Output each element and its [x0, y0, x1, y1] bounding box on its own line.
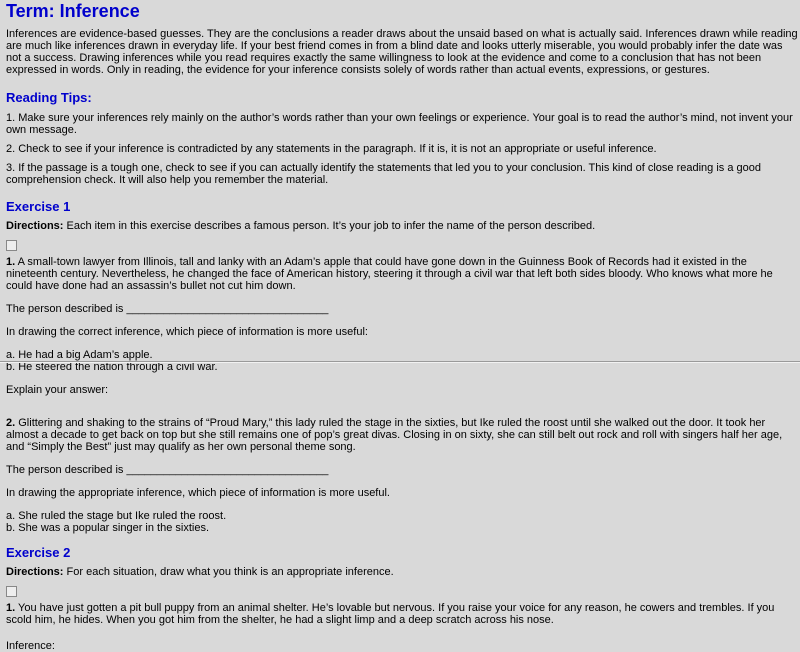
question-text: A small-town lawyer from Illinois, tall and lanky with an Adam’s apple that could have gone down in the Guinness Book of Records had it existed in the nineteenth century. Nevertheless, he changed the face of American history, steering it through a civil war that left both sides bloody. Who knows what more he could have done had an assassin’s bullet not cut him down.: [6, 256, 773, 292]
ex1-q1-prompt: In drawing the correct inference, which piece of information is more useful:: [6, 326, 368, 338]
ex2-q1-inference-label: Inference:: [6, 640, 55, 652]
intro-paragraph: Inferences are evidence-based guesses. They are the conclusions a reader draws about the unsaid based on what is actually said. Inferences drawn while reading are much like inferences drawn in everyday life. If your best friend comes in from a blind date and looks utterly miserable, you would probably infer the date was not a success. Drawing inferences while you read requires exactly the same willingness to look at the evidence and come to a conclusion that has not been expressed in words. Only in reading, the evidence for your inference consists solely of words rather than actual events, expressions, or gestures.: [6, 28, 798, 76]
directions-label: Directions:: [6, 566, 64, 578]
tip-2: 2. Check to see if your inference is contradicted by any statements in the paragraph. If it is, it is not an appropriate or useful inference.: [6, 143, 657, 155]
question-number: 1.: [6, 602, 16, 614]
ex2-question-1: [6, 602, 798, 626]
question-text: You have just gotten a pit bull puppy from an animal shelter. He’s lovable but nervous. If you raise your voice for any reason, he cowers and trembles. If you scold him, he hides. When you got him from the shelter, he had a slight limp and a deep scratch across his nose.: [6, 602, 775, 626]
question-number: 1.: [6, 256, 16, 268]
question-number: 2.: [6, 417, 16, 429]
exercise-1-heading: Exercise 1: [6, 199, 71, 214]
reading-tips-heading: Reading Tips:: [6, 90, 92, 105]
image-placeholder-checkbox[interactable]: [6, 586, 17, 597]
ex1-q1-option-b: b. He steered the nation through a civil war.: [6, 361, 218, 373]
page-title: Term: Inference: [6, 1, 140, 21]
ex1-question-1: [6, 256, 798, 292]
directions-text: Each item in this exercise describes a famous person. It’s your job to infer the name of the person described.: [63, 220, 596, 232]
ex1-q1-explain-label: Explain your answer:: [6, 384, 109, 396]
exercise-2-directions: [6, 566, 798, 578]
question-text: Glittering and shaking to the strains of “Proud Mary,” this lady ruled the stage in the sixties, but Ike ruled the roost until she walked out the door. It took her almost a decade to get back on top but she still remains one of pop’s great divas. Closing in on sixty, she can still belt out rock and roll with singers half her age, and “Simply the Best” just may qualify as her own personal theme song.: [6, 417, 783, 453]
directions-text: For each situation, draw what you think is an appropriate inference.: [63, 566, 394, 578]
ex1-q1-person-blank: The person described is _________________________________: [6, 303, 329, 315]
ex1-q2-prompt: In drawing the appropriate inference, which piece of information is more useful.: [6, 487, 390, 499]
image-placeholder-checkbox[interactable]: [6, 240, 17, 251]
page-content: [6, 0, 798, 652]
exercise-2-heading: Exercise 2: [6, 545, 71, 560]
horizontal-divider: [0, 361, 800, 363]
tip-3: 3. If the passage is a tough one, check to see if you can actually identify the statements that led you to your conclusion. This kind of close reading is a good comprehension check. It will also help you remember the material.: [6, 162, 761, 186]
ex1-q2-option-a: a. She ruled the stage but Ike ruled the roost.: [6, 510, 227, 522]
directions-label: Directions:: [6, 220, 64, 232]
ex1-q2-option-b: b. She was a popular singer in the sixties.: [6, 522, 210, 534]
ex1-q2-person-blank: The person described is _________________________________: [6, 464, 329, 476]
exercise-1-directions: [6, 220, 798, 232]
tip-1: 1. Make sure your inferences rely mainly on the author’s words rather than your own feelings or experience. Your goal is to read the author’s mind, not invent your own message.: [6, 112, 793, 136]
ex1-question-2: [6, 417, 798, 453]
ex1-q1-option-a: a. He had a big Adam’s apple.: [6, 349, 153, 361]
